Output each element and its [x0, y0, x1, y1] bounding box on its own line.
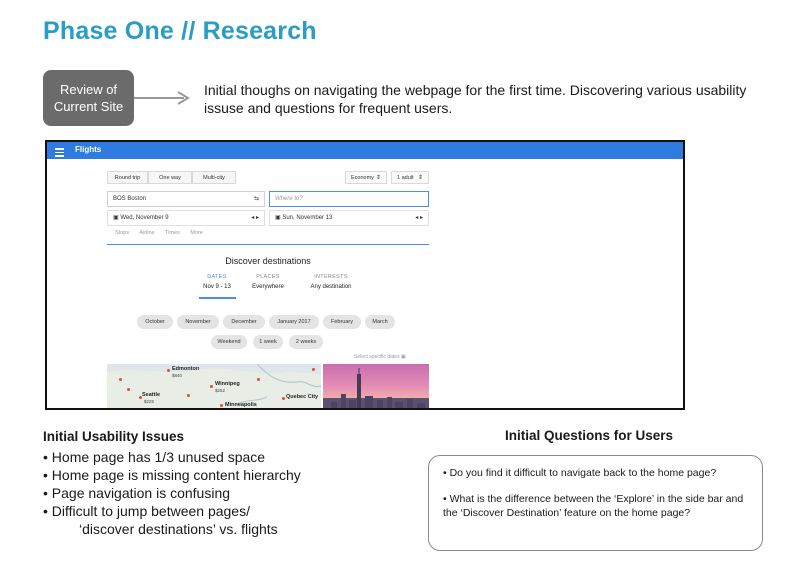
- chevron-down-icon: ⇕: [417, 175, 423, 181]
- return-date-field[interactable]: [269, 210, 429, 226]
- filter-row: [115, 230, 212, 236]
- skyline-image: [323, 364, 429, 410]
- destination-map[interactable]: [107, 364, 321, 410]
- origin-value: BOS Boston: [113, 196, 147, 202]
- map-city-edmonton: Edmonton: [172, 366, 200, 372]
- filter-more[interactable]: More: [190, 230, 203, 236]
- app-title: Flights: [75, 145, 102, 154]
- cabin-select[interactable]: [345, 171, 387, 184]
- active-tab-indicator: [199, 297, 236, 299]
- issue-item: • Difficult to jump between pages/: [43, 503, 250, 519]
- select-specific-dates-label: Select specific dates: [354, 354, 400, 360]
- issue-item: • Page navigation is confusing: [43, 485, 231, 501]
- duration-chip-1-week[interactable]: 1 week: [253, 335, 283, 349]
- cabin-value: Economy: [351, 175, 374, 181]
- review-current-site-box: [43, 70, 134, 126]
- month-chip-october[interactable]: October: [137, 315, 173, 329]
- date-stepper-icon[interactable]: ◂ ▸: [251, 215, 259, 221]
- map-price-seattle: $225: [144, 399, 155, 404]
- depart-date-value: Wed, November 9: [120, 215, 169, 221]
- chevron-down-icon: ⇕: [375, 175, 381, 181]
- discover-title: Discover destinations: [225, 256, 311, 266]
- filter-times[interactable]: Times: [165, 230, 180, 236]
- map-pin-icon[interactable]: [220, 404, 223, 407]
- month-chip-february[interactable]: February: [323, 315, 361, 329]
- trip-type-multi-city[interactable]: Multi-city: [192, 171, 236, 184]
- issue-item: • Home page is missing content hierarchy: [43, 467, 301, 483]
- question-item: • What is the difference between the ‘Explore’ in the side bar and the ‘Discover Destination’ feature on the home page?: [443, 493, 744, 519]
- passenger-value: 1 adult: [397, 175, 414, 181]
- map-price-edmonton: $840: [172, 373, 183, 378]
- trip-type-one-way[interactable]: One way: [148, 171, 192, 184]
- month-chip-november[interactable]: November: [177, 315, 219, 329]
- review-box-line1: Review of: [59, 82, 118, 97]
- depart-date-field[interactable]: [107, 210, 265, 226]
- map-pin-icon[interactable]: [127, 388, 130, 391]
- tab-interests[interactable]: [295, 274, 367, 290]
- duration-chip-2-weeks[interactable]: 2 weeks: [289, 335, 323, 349]
- map-city-quebec: Quebec City: [286, 394, 319, 400]
- month-chip-december[interactable]: December: [223, 315, 265, 329]
- right-arrow-icon: [134, 90, 192, 106]
- issue-item-continuation: ‘discover destinations’ vs. flights: [79, 521, 278, 537]
- filter-airline[interactable]: Airline: [139, 230, 155, 236]
- calendar-icon: ▣: [400, 354, 406, 360]
- tab-places-label: PLACES: [256, 274, 280, 280]
- calendar-icon: ▣: [113, 215, 121, 221]
- map-city-minneapolis: Minneapolis: [225, 402, 257, 408]
- map-city-seattle: Seattle: [142, 392, 161, 398]
- swap-icon[interactable]: ⇆: [253, 196, 259, 202]
- site-screenshot: [45, 140, 685, 410]
- map-pin-icon[interactable]: [282, 397, 285, 400]
- map-pin-icon[interactable]: [210, 385, 213, 388]
- destination-input[interactable]: Where to?: [269, 191, 429, 207]
- tab-interests-label: INTERESTS: [314, 274, 348, 280]
- map-pin-icon[interactable]: [312, 368, 315, 371]
- origin-input[interactable]: [107, 191, 265, 207]
- tab-interests-value: Any destination: [310, 284, 352, 290]
- duration-chip-weekend[interactable]: Weekend: [211, 335, 247, 349]
- questions-box: [428, 455, 763, 551]
- divider: [107, 244, 429, 245]
- question-item: • Do you find it difficult to navigate back to the home page?: [443, 467, 717, 479]
- issue-item: • Home page has 1/3 unused space: [43, 449, 266, 465]
- usability-issues-section: [43, 428, 301, 538]
- select-specific-dates-link[interactable]: [354, 354, 406, 360]
- review-box-line2: Current Site: [53, 99, 124, 114]
- map-pin-icon[interactable]: [257, 378, 260, 381]
- date-stepper-icon[interactable]: ◂ ▸: [415, 215, 423, 221]
- map-terrain: [107, 364, 321, 410]
- tab-places-value: Everywhere: [252, 284, 284, 290]
- map-city-winnipeg: Winnipeg: [215, 381, 240, 387]
- menu-icon[interactable]: [55, 148, 64, 159]
- tab-dates-label: DATES: [207, 274, 227, 280]
- calendar-icon: ▣: [275, 215, 283, 221]
- trip-type-round-trip[interactable]: Round trip: [107, 171, 148, 184]
- return-date-value: Sun, November 13: [282, 215, 333, 221]
- passenger-select[interactable]: [391, 171, 429, 184]
- usability-issues-heading: Initial Usability Issues: [43, 429, 185, 444]
- map-pin-icon[interactable]: [187, 394, 190, 397]
- tab-places[interactable]: [238, 274, 298, 290]
- intro-text: Initial thoughs on navigating the webpage for the first time. Discovering various usability issuse and questions for frequent users.: [204, 82, 747, 116]
- map-price-winnipeg: $252: [215, 388, 226, 393]
- month-chip-march[interactable]: March: [365, 315, 395, 329]
- tab-dates-value: Nov 9 - 13: [203, 284, 231, 290]
- month-chip-january[interactable]: January 2017: [269, 315, 319, 329]
- questions-heading: Initial Questions for Users: [505, 428, 674, 443]
- filter-stops[interactable]: Stops: [115, 230, 130, 236]
- app-bar: [47, 142, 683, 159]
- page-title: Phase One // Research: [43, 17, 317, 45]
- map-pin-icon[interactable]: [167, 369, 170, 372]
- destination-photo[interactable]: [323, 364, 429, 410]
- map-pin-icon[interactable]: [119, 378, 122, 381]
